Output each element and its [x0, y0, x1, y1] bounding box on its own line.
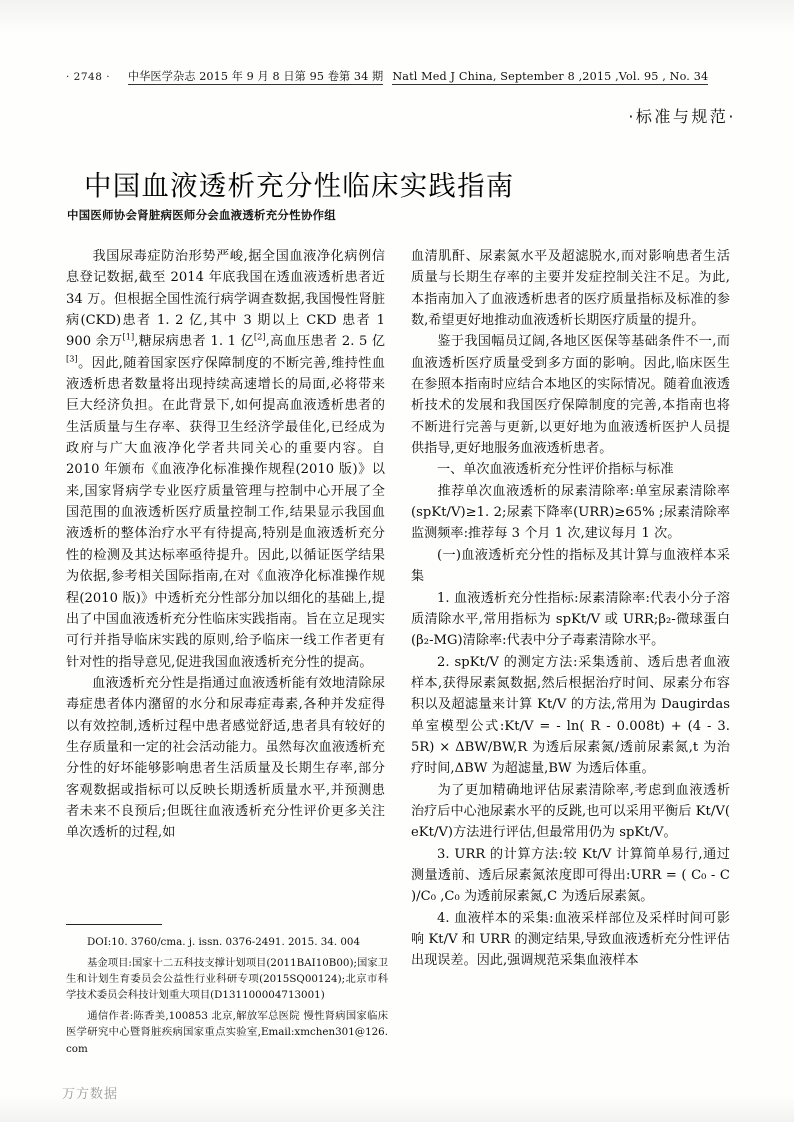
body-paragraph: 4. 血液样本的采集:血液采样部位及采样时间可影响 Kt/V 和 URR 的测定结果,导致血液透析充分性评估出现误差。因此,强调规范采集血液样本: [411, 910, 730, 969]
database-watermark: 万方数据: [62, 1087, 119, 1102]
column-right: [411, 246, 730, 972]
body-paragraph: 血液透析充分性是指通过血液透析能有效地清除尿毒症患者体内潴留的水分和尿毒症毒素,各种并发症得以有效控制,透析过程中患者感觉舒适,患者具有较好的生存质量和一定的社会活动能力。虽然每次血液透析充分性的好坏能够影响患者生活质量及长期生存率,部分客观数据或指标可以反映长期透析质量水平,并预测患者未来不良预后;但既往血液透析充分性评价更多关注单次透析的过程,如: [66, 675, 385, 841]
article-category: ·标准与规范·: [628, 107, 736, 126]
page-folio: · 2748 ·: [66, 71, 111, 83]
page-title: 中国血液透析充分性临床实践指南: [84, 170, 515, 203]
running-head: [66, 62, 738, 84]
body-paragraph: 一、单次血液透析充分性评价指标与标准: [437, 462, 674, 478]
scan-gradient-bottom: [0, 1096, 794, 1122]
footnote-corresponding-author: 通信作者:陈香美,100853 北京,解放军总医院 慢性肾病国家临床医学研究中心暨肾脏疾病国家重点实验室,Email:xmchen301@126. com: [66, 1010, 388, 1055]
author-group: 中国医师协会肾脏病医师分会血液透析充分性协作组: [67, 207, 336, 223]
body-paragraph: 鉴于我国幅员辽阔,各地区医保等基础条件不一,而血液透析医疗质量受到多方面的影响。因此,临床医生在参照本指南时应结合本地区的实际情况。随着血液透析技术的发展和我国医疗保障制度的完善,本指南也将不断进行完善与更新,以更好地为血液透析医护人员提供指导,更好地服务血液透析患者。: [411, 334, 730, 457]
body-paragraph: 推荐单次血液透析的尿素清除率:单室尿素清除率(spKt/V)≥1. 2;尿素下降率(URR)≥65% ;尿素清除率监测频率:推荐每 3 个月 1 次,建议每月 1 次。: [411, 483, 730, 542]
scan-gradient-top: [0, 0, 794, 34]
body-paragraph: (一)血液透析充分性的指标及其计算与血液样本采集: [411, 547, 730, 585]
footnote-separator: [66, 924, 162, 925]
footnote-funding: 基金项目:国家十二五科技支撑计划项目(2011BAI10B00);国家卫生和计划生育委员会公益性行业科研专项(2015SQ00124);北京市科学技术委员会科技计划重大项目(D131100004713001): [66, 957, 388, 1002]
body-columns: [66, 246, 730, 1046]
journal-citation-en: Natl Med J China, September 8 ,2015 ,Vol. 95 , No. 34: [392, 70, 709, 83]
journal-citation-cn: 中华医学杂志 2015 年 9 月 8 日第 95 卷第 34 期: [127, 70, 384, 83]
journal-citation: [104, 68, 732, 84]
body-paragraph: 1. 血液透析充分性指标:尿素清除率:代表小分子溶质清除水平,常用指标为 spKt/V 或 URR;β₂-微球蛋白(β₂-MG)清除率:代表中分子毒素清除水平。: [411, 590, 730, 649]
body-paragraph: 2. spKt/V 的测定方法:采集透前、透后患者血液样本,获得尿素氮数据,然后根据治疗时间、尿素分布容积以及超滤量来计算 Kt/V 的方法,常用为 Daugirdas 单室模型公式:Kt/V = - ln( R - 0.008t) + (4 - 3. 5R) × ΔBW/BW,R 为透后尿素氮/透前尿素氮,t 为治疗时间,ΔBW 为超滤量,BW 为透后体重。: [411, 654, 730, 777]
footnote-doi: DOI:10. 3760/cma. j. issn. 0376-2491. 2015. 34. 004: [87, 936, 361, 948]
body-paragraph: 3. URR 的计算方法:较 Kt/V 计算简单易行,通过测量透前、透后尿素氮浓度即可得出:URR = ( C₀ - C )/C₀ ,C₀ 为透前尿素氮,C 为透后尿素氮。: [411, 846, 730, 905]
body-paragraph: 血清肌酐、尿素氮水平及超滤脱水,而对影响患者生活质量与长期生存率的主要并发症控制关注不足。为此,本指南加入了血液透析患者的医疗质量指标及标准的参数,希望更好地推动血液透析长期医疗质量的提升。: [411, 249, 730, 329]
footnote-block: [66, 934, 388, 1057]
body-paragraph: 我国尿毒症防治形势严峻,据全国血液净化病例信息登记数据,截至 2014 年底我国在透血液透析患者近 34 万。但根据全国性流行病学调查数据,我国慢性肾脏病(CKD)患者 1. 2 亿,其中 3 期以上 CKD 患者 1 900 余万[1],糖尿病患者 1. 1 亿[2],高血压患者 2. 5 亿[3]。因此,随着国家医疗保障制度的不断完善,维持性血液透析患者数量将出现持续高速增长的局面,必将带来巨大经济负担。在此背景下,如何提高血液透析患者的生活质量与生存率、获得卫生经济学最佳化,已经成为政府与广大血液净化学者共同关心的重要内容。自 2010 年颁布《血液净化标准操作规程(2010 版)》以来,国家肾病学专业医疗质量管理与控制中心开展了全国范围的血液透析医疗质量控制工作,结果显示我国血液透析的整体治疗水平有待提高,特别是血液透析充分性的检测及其达标率亟待提升。因此,以循证医学结果为依据,参考相关国际指南,在对《血液净化标准操作规程(2010 版)》中透析充分性部分加以细化的基础上,提出了中国血液透析充分性临床实践指南。旨在立足现实可行并指导临床实践的原则,给予临床一线工作者更有针对性的指导意见,促进我国血液透析充分性的提高。: [66, 249, 385, 670]
column-left: [66, 246, 385, 844]
body-paragraph: 为了更加精确地评估尿素清除率,考虑到血液透析治疗后中心池尿素水平的反跳,也可以采用平衡后 Kt/V( eKt/V)方法进行评估,但最常用仍为 spKt/V。: [411, 782, 730, 841]
